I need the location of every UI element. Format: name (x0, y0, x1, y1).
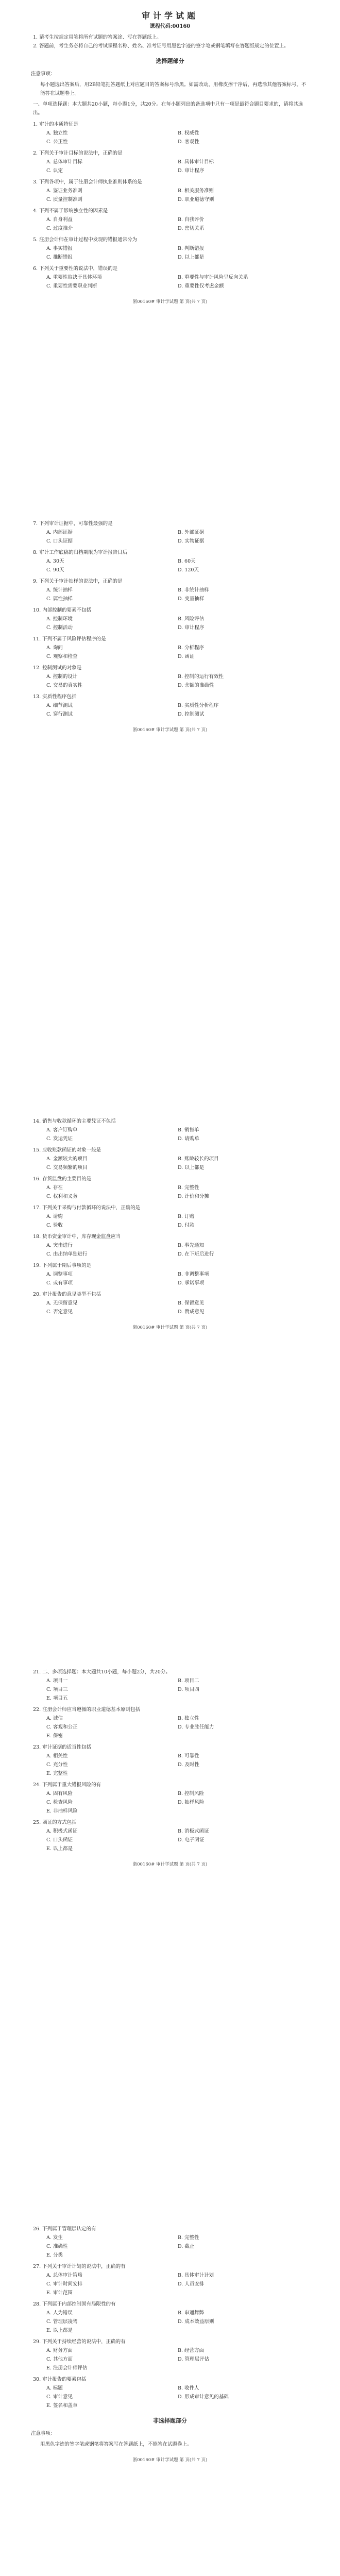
option-text: B. 相关服务准则 (178, 188, 214, 194)
question-options (31, 1827, 309, 1853)
notice-heading: 注意事项： (31, 71, 56, 77)
option-text: A. 控制的设计 (46, 674, 78, 680)
option-text: B. 消极式函证 (178, 1828, 209, 1834)
page-footer: 浙00160# 审计学试题 第 页(共 7 页) (132, 299, 208, 304)
option-text: C. 客观和公正 (46, 1724, 78, 1730)
option-text: B. 具体审计目标 (178, 159, 214, 165)
question-stem: 18. 货币资金审计中，库存现金监盘应当 (33, 1234, 121, 1240)
question-stem: 16. 存货监盘的主要目的是 (33, 1176, 92, 1182)
notice-text: 用黑色字迹的签字笔或钢笔将答案写在答题纸上，不能答在试题卷上。 (40, 2442, 192, 2447)
option-text: C. 90天 (46, 567, 64, 573)
option-text: C. 过度推介 (46, 226, 73, 231)
question-item (31, 606, 309, 632)
question-stem: 1. 审计的本质特征是 (33, 122, 79, 127)
option-text: D. 形成审计意见的基础 (178, 2394, 229, 2400)
option-text: D. 函证 (178, 654, 195, 659)
option-text: A. 控制环境 (46, 616, 73, 622)
question-options (31, 158, 309, 175)
question-stem: 24. 下列属于重大错报风险的有 (33, 1782, 101, 1788)
question-item (31, 1175, 309, 1201)
question-stem: 17. 下列关于采购与付款循环的说法中，正确的是 (33, 1205, 141, 1211)
option-text: B. 串通舞弊 (178, 2310, 205, 2316)
option-text: D. 抽样风险 (178, 1800, 205, 1805)
question-options (31, 1714, 309, 1740)
page-footer: 浙00160# 审计学试题 第 页(共 7 页) (132, 727, 208, 733)
question-item (31, 1204, 309, 1230)
question-options (31, 615, 309, 632)
course-code: 课程代码:00160 (149, 24, 191, 29)
question-stem: 22. 注册会计师应当遵循的职业道德基本原则包括 (33, 1707, 141, 1713)
option-text: D. 变量抽样 (178, 596, 205, 602)
question-stem: 15. 应收账款函证的对象一般是 (33, 1147, 101, 1153)
option-text: A. 重要性取决于具体环境 (46, 275, 102, 280)
question-stem: 11. 下列不属于风险评估程序的是 (33, 636, 106, 642)
option-text: A. 细节测试 (46, 703, 73, 708)
option-text: B. 具体审计计划 (178, 2273, 214, 2278)
question-options (31, 1183, 309, 1201)
question-options (31, 187, 309, 204)
option-text: C. 其他方面 (46, 2357, 73, 2362)
option-text: A. 总体审计策略 (46, 2273, 82, 2278)
option-text: D. 赞成意见 (178, 1309, 205, 1315)
option-text: D. 专业胜任能力 (178, 1724, 214, 1730)
option-text: D. 以上都是 (178, 1165, 205, 1171)
question-item (31, 1261, 309, 1287)
option-text: D. 余额的准确性 (178, 683, 214, 688)
option-text: C. 审计意见 (46, 2394, 73, 2400)
question-options (31, 1126, 309, 1143)
question-item (31, 264, 309, 291)
option-text: C. 属性抽样 (46, 596, 73, 602)
option-text: D. 审计程序 (178, 168, 205, 174)
option-text: C. 口头函证 (46, 1837, 73, 1843)
option-text: A. 项目一 (46, 1678, 68, 1684)
option-text: D. 付款 (178, 1223, 195, 1228)
option-text: C. 准确性 (46, 2244, 68, 2249)
question-list (31, 120, 309, 291)
option-text: C. 或有事项 (46, 1280, 73, 1286)
option-text: E. 审计范围 (46, 2290, 73, 2296)
exam-notes (31, 33, 309, 50)
notice-heading: 注意事项： (31, 2431, 56, 2436)
option-text: C. 认定 (46, 168, 63, 174)
question-options (31, 2309, 309, 2335)
option-text: C. 交易频繁的项目 (46, 1165, 88, 1171)
option-text: A. 独立性 (46, 130, 68, 136)
question-item (31, 2375, 309, 2410)
option-text: B. 非调整事项 (178, 1272, 209, 1277)
question-stem: 10. 内部控制的要素不包括 (33, 607, 92, 613)
option-text: B. 自我评价 (178, 217, 205, 223)
question-stem: 14. 销售与收款循环的主要凭证不包括 (33, 1118, 116, 1124)
page-footer: 浙00160# 审计学试题 第 页(共 7 页) (132, 1862, 208, 1867)
option-text: A. 询问 (46, 645, 63, 651)
option-text: B. 独立性 (178, 1716, 199, 1721)
option-text: C. 管理层凌驾 (46, 2319, 78, 2325)
question-options (31, 528, 309, 546)
note-line: 1. 请考生按规定用笔将所有试题的答案涂、写在答题纸上。 (33, 35, 162, 40)
question-options (31, 215, 309, 233)
option-text: B. 完整性 (178, 2235, 199, 2241)
part-heading: 一、单项选择题：本大题共20小题，每小题1分，共20分。在每小题列出的备选项中只有一项是最符合题目要求的，请将其选出。 (33, 101, 303, 116)
question-stem: 9. 下列关于审计抽样的说法中，正确的是 (33, 579, 123, 584)
option-text: E. 注册会计师评估 (46, 2365, 88, 2371)
question-options (31, 1752, 309, 1778)
option-text: D. 120天 (178, 567, 199, 573)
option-text: A. 存在 (46, 1185, 63, 1191)
option-text: B. 项目二 (178, 1678, 199, 1684)
option-text: C. 由出纳单独进行 (46, 1251, 88, 1257)
option-text: A. 固有风险 (46, 1791, 73, 1797)
option-text: E. 保密 (46, 1733, 63, 1739)
option-text: B. 控制风险 (178, 1791, 205, 1797)
option-text: B. 权威性 (178, 130, 199, 136)
option-text: C. 验收 (46, 1223, 63, 1228)
option-text: A. 诚信 (46, 1716, 63, 1721)
question-item (31, 577, 309, 603)
option-text: A. 标题 (46, 2385, 63, 2391)
question-options (31, 1241, 309, 1259)
option-text: D. 请购单 (178, 1136, 199, 1142)
question-stem: 20. 审计报告的意见类型不包括 (33, 1292, 101, 1297)
question-options (31, 1155, 309, 1172)
option-text: B. 外部证据 (178, 530, 205, 535)
option-text: A. 发生 (46, 2235, 63, 2241)
option-text: A. 总体审计目标 (46, 159, 82, 165)
question-options (31, 672, 309, 690)
page-footer: 浙00160# 审计学试题 第 页(共 7 页) (132, 1325, 208, 1330)
option-text: E. 项目五 (46, 1696, 68, 1701)
question-list (31, 1117, 309, 1316)
option-text: D. 电子函证 (178, 1837, 205, 1843)
exam-page-3 (31, 1114, 309, 1332)
option-text: E. 完整性 (46, 1771, 68, 1776)
question-stem: 5. 注册会计师在审计过程中发现的错报通常分为 (33, 237, 138, 243)
option-text: D. 控制测试 (178, 711, 205, 717)
option-text: D. 计价和分摊 (178, 1194, 209, 1199)
question-options (31, 2384, 309, 2410)
question-item (31, 1818, 309, 1853)
option-text: C. 重要性需要职业判断 (46, 283, 97, 289)
question-stem: 25. 函证的方式包括 (33, 1820, 77, 1825)
option-text: C. 否定意见 (46, 1309, 73, 1315)
question-options (31, 129, 309, 146)
question-stem: 23. 审计证据的适当性包括 (33, 1744, 92, 1750)
question-item (31, 2225, 309, 2260)
question-list (31, 1668, 309, 1853)
option-text: C. 交易的真实性 (46, 683, 82, 688)
option-text: D. 及时性 (178, 1762, 199, 1768)
question-stem: 26. 下列属于管理层认定的有 (33, 2226, 96, 2232)
option-text: A. 积极式函证 (46, 1828, 78, 1834)
question-item (31, 2337, 309, 2372)
option-text: B. 风险评估 (178, 616, 205, 622)
question-item (31, 1705, 309, 1740)
option-text: B. 可靠性 (178, 1753, 199, 1759)
option-text: D. 重要性仅考虑金额 (178, 283, 224, 289)
question-options (31, 643, 309, 661)
option-text: B. 分析程序 (178, 645, 205, 651)
option-text: C. 权利和义务 (46, 1194, 78, 1199)
question-options (31, 1299, 309, 1316)
option-text: A. 统计抽样 (46, 587, 73, 593)
option-text: A. 客户订购单 (46, 1127, 78, 1133)
question-item (31, 548, 309, 574)
exam-page-5 (31, 2222, 309, 2465)
option-text: E. 以上都是 (46, 1846, 73, 1852)
option-text: A. 财务方面 (46, 2348, 73, 2353)
question-item (31, 519, 309, 546)
question-stem: 4. 下列不属于影响独立性的因素是 (33, 208, 108, 214)
option-text: A. 相关性 (46, 1753, 68, 1759)
question-stem: 30. 审计报告的要素包括 (33, 2377, 87, 2382)
option-text: C. 项目三 (46, 1687, 68, 1692)
question-item (31, 1117, 309, 1143)
exam-page-1 (31, 4, 309, 307)
option-text: C. 审计时间安排 (46, 2281, 82, 2287)
option-text: B. 判断错报 (178, 246, 205, 251)
option-text: E. 分类 (46, 2252, 63, 2258)
option-text: D. 管理层评估 (178, 2357, 209, 2362)
question-stem: 7. 下列审计证据中，可靠性最强的是 (33, 521, 113, 527)
option-text: A. 事实错报 (46, 246, 73, 251)
option-text: C. 推断错报 (46, 255, 73, 260)
option-text: B. 账龄较长的项目 (178, 1156, 219, 1162)
option-text: B. 事先通知 (178, 1243, 205, 1248)
question-stem: 28. 下列属于内部控制固有局限性的有 (33, 2301, 116, 2307)
option-text: A. 内部证据 (46, 530, 73, 535)
option-text: B. 收件人 (178, 2385, 199, 2391)
option-text: D. 审计程序 (178, 625, 205, 631)
page-footer: 浙00160# 审计学试题 第 页(共 7 页) (132, 2458, 208, 2463)
option-text: D. 职业道德守则 (178, 197, 214, 202)
question-item (31, 1146, 309, 1172)
question-item (31, 1232, 309, 1259)
exam-title: 审计学试题 (141, 11, 198, 21)
option-text: B. 经营方面 (178, 2348, 205, 2353)
option-text: D. 成本效益原则 (178, 2319, 214, 2325)
option-text: A. 突击进行 (46, 1243, 73, 1248)
option-text: D. 截止 (178, 2244, 195, 2249)
option-text: B. 订购 (178, 1214, 195, 1219)
option-text: C. 控制活动 (46, 625, 73, 631)
question-item (31, 1290, 309, 1316)
option-text: B. 完整性 (178, 1185, 199, 1191)
option-text: D. 项目四 (178, 1687, 199, 1692)
exam-page-2 (31, 517, 309, 735)
option-text: A. 请购 (46, 1214, 63, 1219)
question-list (31, 519, 309, 719)
question-options (31, 2233, 309, 2260)
note-line: 2. 答题前，考生务必将自己的考试课程名称、姓名、准考证号用黑色字迹的签字笔或钢笔填写在答题纸规定的位置上。 (33, 43, 289, 49)
question-options (31, 1212, 309, 1230)
question-stem: 21. 二、多项选择题：本大题共10小题，每小题2分，共20分。 (33, 1669, 171, 1675)
option-text: E. 以上都是 (46, 2328, 73, 2333)
question-item (31, 120, 309, 146)
section-heading-nonchoice: 非选择题部分 (153, 2417, 187, 2424)
question-options (31, 557, 309, 574)
option-text: B. 重要性与审计风险呈反向关系 (178, 275, 248, 280)
question-options (31, 2346, 309, 2372)
option-text: C. 口头证据 (46, 538, 73, 544)
option-text: C. 公正性 (46, 139, 68, 145)
option-text: D. 客观性 (178, 139, 199, 145)
option-text: A. 人为错误 (46, 2310, 73, 2316)
option-text: A. 自身利益 (46, 217, 73, 223)
section-heading-choice: 选择题部分 (156, 58, 184, 64)
question-item (31, 692, 309, 719)
option-text: C. 穿行测试 (46, 711, 73, 717)
question-options (31, 1270, 309, 1287)
question-item (31, 1668, 309, 1703)
question-item (31, 207, 309, 233)
question-stem: 3. 下列各项中，属于注册会计师执业准则体系的是 (33, 179, 142, 185)
question-list (31, 2225, 309, 2410)
option-text: C. 质量控制准则 (46, 197, 82, 202)
option-text: B. 控制的运行有效性 (178, 674, 224, 680)
option-text: D. 人员安排 (178, 2281, 205, 2287)
option-text: B. 非统计抽样 (178, 587, 209, 593)
question-stem: 13. 实质性程序包括 (33, 694, 77, 700)
option-text: B. 实质性分析程序 (178, 703, 219, 708)
option-text: A. 调整事项 (46, 1272, 73, 1277)
question-stem: 27. 下列关于审计计划的说法中，正确的有 (33, 2264, 126, 2269)
option-text: B. 销售单 (178, 1127, 199, 1133)
question-options (31, 2271, 309, 2297)
question-options (31, 244, 309, 262)
option-text: D. 实物证据 (178, 538, 205, 544)
question-stem: 12. 控制测试的对象是 (33, 665, 82, 671)
option-text: D. 以上都是 (178, 255, 205, 260)
option-text: A. 无保留意见 (46, 1300, 78, 1306)
option-text: D. 在下班后进行 (178, 1251, 214, 1257)
option-text: A. 30天 (46, 558, 64, 564)
option-text: B. 60天 (178, 558, 196, 564)
question-options (31, 1789, 309, 1816)
question-stem: 2. 下列关于审计目标的说法中，正确的是 (33, 150, 123, 156)
question-options (31, 701, 309, 719)
question-item (31, 2300, 309, 2335)
question-item (31, 149, 309, 175)
option-text: A. 金额较大的项目 (46, 1156, 88, 1162)
question-item (31, 1743, 309, 1778)
question-item (31, 235, 309, 262)
option-text: D. 承诺事项 (178, 1280, 205, 1286)
question-stem: 29. 下列关于持续经营的说法中，正确的有 (33, 2339, 126, 2345)
option-text: B. 保留意见 (178, 1300, 205, 1306)
option-text: E. 签名和盖章 (46, 2403, 78, 2409)
question-options (31, 273, 309, 291)
question-stem: 8. 审计工作底稿的归档期限为审计报告日后 (33, 550, 128, 555)
option-text: C. 检查风险 (46, 1800, 73, 1805)
option-text: C. 充分性 (46, 1762, 68, 1768)
question-options (31, 1676, 309, 1703)
question-item (31, 1781, 309, 1816)
notice-text: 每小题选出答案后，用2B铅笔把答题纸上对应题目的答案标号涂黑。如需改动，用橡皮擦干净后，再选涂其他答案标号。不能答在试题卷上。 (40, 82, 307, 96)
option-text: C. 观察和检查 (46, 654, 78, 659)
question-item (31, 178, 309, 204)
question-options (31, 586, 309, 603)
question-stem: 6. 下列关于重要性的说法中，错误的是 (33, 266, 118, 272)
exam-page-4 (31, 1665, 309, 1869)
question-item (31, 2262, 309, 2297)
option-text: C. 发运凭证 (46, 1136, 73, 1142)
option-text: A. 鉴证业务准则 (46, 188, 82, 194)
question-item (31, 635, 309, 661)
question-stem: 19. 下列属于期后事项的是 (33, 1263, 92, 1268)
question-item (31, 664, 309, 690)
option-text: D. 密切关系 (178, 226, 205, 231)
option-text: E. 非抽样风险 (46, 1808, 78, 1814)
